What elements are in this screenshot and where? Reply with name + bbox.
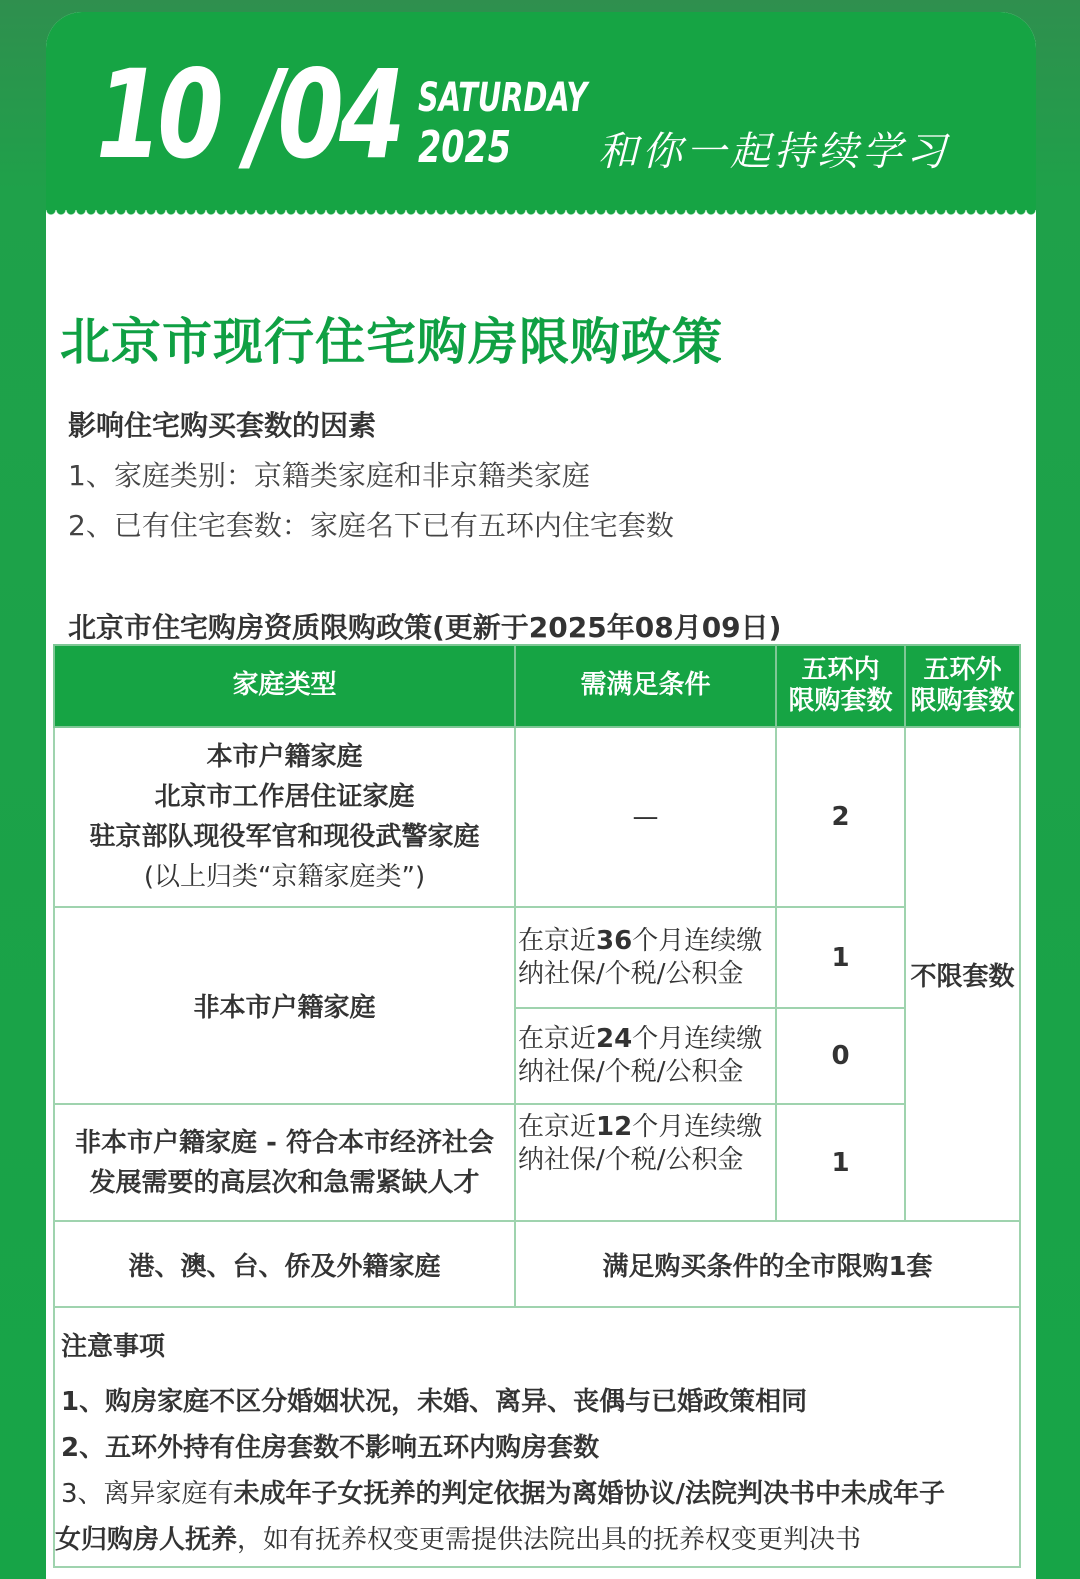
date-text: 10 /04 <box>96 44 401 186</box>
table-title: 北京市住宅购房资质限购政策(更新于2025年08月09日) <box>68 611 782 644</box>
header-inside-line2: 限购套数 <box>788 686 893 716</box>
header-outside-line2: 限购套数 <box>910 686 1015 716</box>
factor-item-1: 1、家庭类别：京籍类家庭和非京籍类家庭 <box>68 459 590 492</box>
row3-condition <box>515 1104 776 1221</box>
row1-condition: — <box>515 727 776 907</box>
cond-text: 在京近 <box>518 925 597 956</box>
table-row <box>54 727 1020 907</box>
note-text-bold: 未成年子女抚养的判定依据为离婚协议/法院判决书中未成年子 <box>233 1479 946 1509</box>
note-text: ，如有抚养权变更需提供法院出具的抚养权变更判决书 <box>237 1525 862 1555</box>
row2-inside-count-a: 1 <box>776 907 905 1008</box>
note-text-bold: 女归购房人抚养 <box>55 1525 238 1555</box>
cond-text: 个月连续缴 <box>632 925 763 956</box>
row1-type-line3: 驻京部队现役军官和现役武警家庭 <box>89 822 480 852</box>
header-inside-5th-ring <box>776 645 905 727</box>
cond-text: 个月连续缴 <box>632 1024 763 1054</box>
header-outside-5th-ring <box>905 645 1020 727</box>
row3-family-type <box>54 1104 515 1221</box>
year-text: 2025 <box>418 122 512 173</box>
header-condition: 需满足条件 <box>515 645 776 727</box>
row3-cond-line1 <box>518 1111 775 1144</box>
cond-text: 在京近 <box>518 1112 597 1142</box>
policy-table <box>53 644 1021 1568</box>
row1-type-line2: 北京市工作居住证家庭 <box>154 782 415 812</box>
notes-row <box>54 1307 1020 1567</box>
row2-cond-a-line2: 纳社保/个税/公积金 <box>518 958 744 989</box>
row2-cond-b-line1 <box>518 1023 775 1056</box>
row4-family-type: 港、澳、台、侨及外籍家庭 <box>54 1221 515 1307</box>
row3-cond-line2: 纳社保/个税/公积金 <box>518 1145 744 1175</box>
cond-text: 个月连续缴 <box>632 1112 763 1142</box>
header-family-type: 家庭类型 <box>54 645 515 727</box>
row1-inside-count: 2 <box>776 727 905 907</box>
note-line-4 <box>55 1517 1013 1563</box>
row3-type-line1: 非本市户籍家庭 - 符合本市经济社会 <box>75 1127 494 1158</box>
row1-family-type <box>54 727 515 907</box>
note-line-3 <box>61 1471 1013 1517</box>
cond-months: 36 <box>596 925 633 956</box>
note-line-1: 1、购房家庭不区分婚姻状况，未婚、离异、丧偶与已婚政策相同 <box>61 1387 808 1417</box>
content-card <box>46 12 1036 1579</box>
row1-type-line1: 本市户籍家庭 <box>206 742 363 772</box>
table-row <box>54 907 1020 1008</box>
factor-item-2: 2、已有住宅套数：家庭名下已有五环内住宅套数 <box>68 509 674 542</box>
cond-months: 24 <box>596 1024 633 1054</box>
cond-text: 在京近 <box>518 1024 597 1054</box>
row2-condition-a <box>515 907 776 1008</box>
row3-type-line2: 发展需要的高层次和急需紧缺人才 <box>89 1167 480 1198</box>
cond-months: 12 <box>596 1112 633 1142</box>
date-header <box>46 12 1036 210</box>
weekday-text: SATURDAY <box>418 75 588 121</box>
table-row <box>54 1221 1020 1307</box>
row2-condition-b <box>515 1008 776 1104</box>
notes-heading: 注意事项 <box>61 1332 166 1362</box>
row4-rule: 满足购买条件的全市限购1套 <box>515 1221 1020 1307</box>
notes-cell <box>54 1307 1020 1567</box>
slogan-text: 和你一起持续学习 <box>598 129 950 175</box>
note-text: 3、离异家庭有 <box>61 1479 234 1509</box>
table-row <box>54 1104 1020 1221</box>
row3-inside-count: 1 <box>776 1104 905 1221</box>
header-outside-line1: 五环外 <box>923 654 1002 685</box>
row2-cond-b-line2: 纳社保/个税/公积金 <box>518 1057 744 1087</box>
row1-type-note: (以上归类“京籍家庭类”) <box>143 862 426 892</box>
header-inside-line1: 五环内 <box>801 654 880 685</box>
table-header-row <box>54 645 1020 727</box>
row2-inside-count-b: 0 <box>776 1008 905 1104</box>
note-line-2: 2、五环外持有住房套数不影响五环内购房套数 <box>61 1433 600 1463</box>
outside-count-all: 不限套数 <box>905 727 1020 1221</box>
factors-heading: 影响住宅购买套数的因素 <box>68 409 377 442</box>
row2-cond-a-line1 <box>518 925 775 958</box>
row2-family-type: 非本市户籍家庭 <box>54 907 515 1104</box>
page-title: 北京市现行住宅购房限购政策 <box>60 313 723 371</box>
